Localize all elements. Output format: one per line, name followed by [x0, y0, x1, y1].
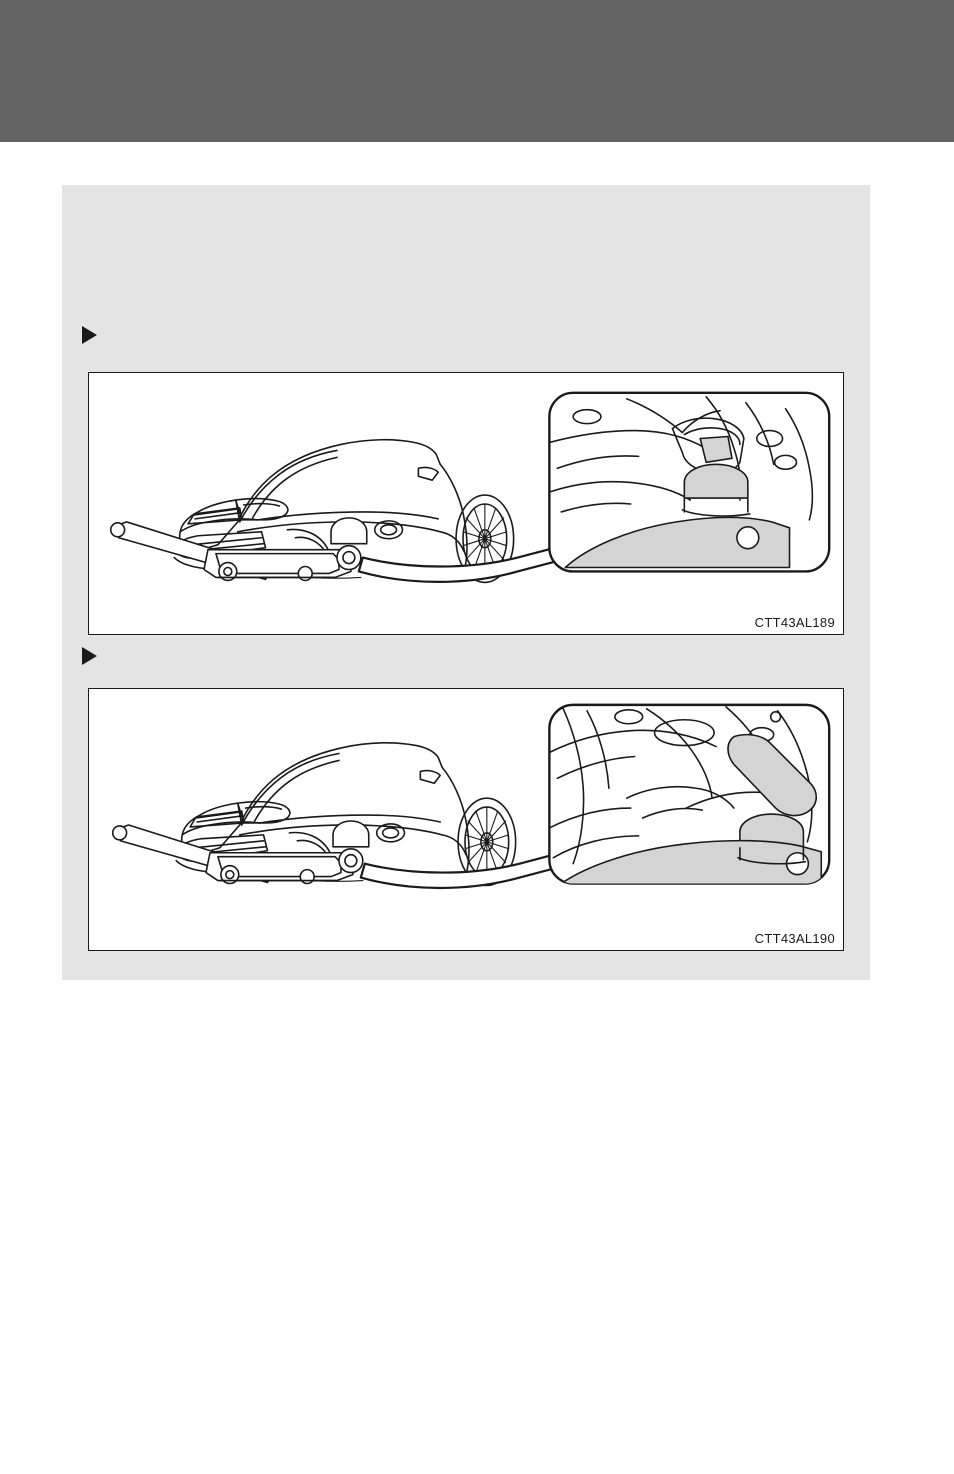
triangle-bullet-icon — [82, 647, 97, 665]
figure-1-illustration — [89, 373, 843, 634]
figure-front-jack-point — [88, 372, 844, 635]
bullet-marker-2 — [82, 647, 107, 665]
figure-2-illustration — [89, 689, 843, 950]
page-header-band — [0, 0, 954, 142]
triangle-bullet-icon — [82, 326, 97, 344]
bullet-marker-1 — [82, 326, 107, 344]
figure-rear-jack-point — [88, 688, 844, 951]
figure-2-code: CTT43AL190 — [754, 931, 835, 946]
figure-1-code: CTT43AL189 — [754, 615, 835, 630]
